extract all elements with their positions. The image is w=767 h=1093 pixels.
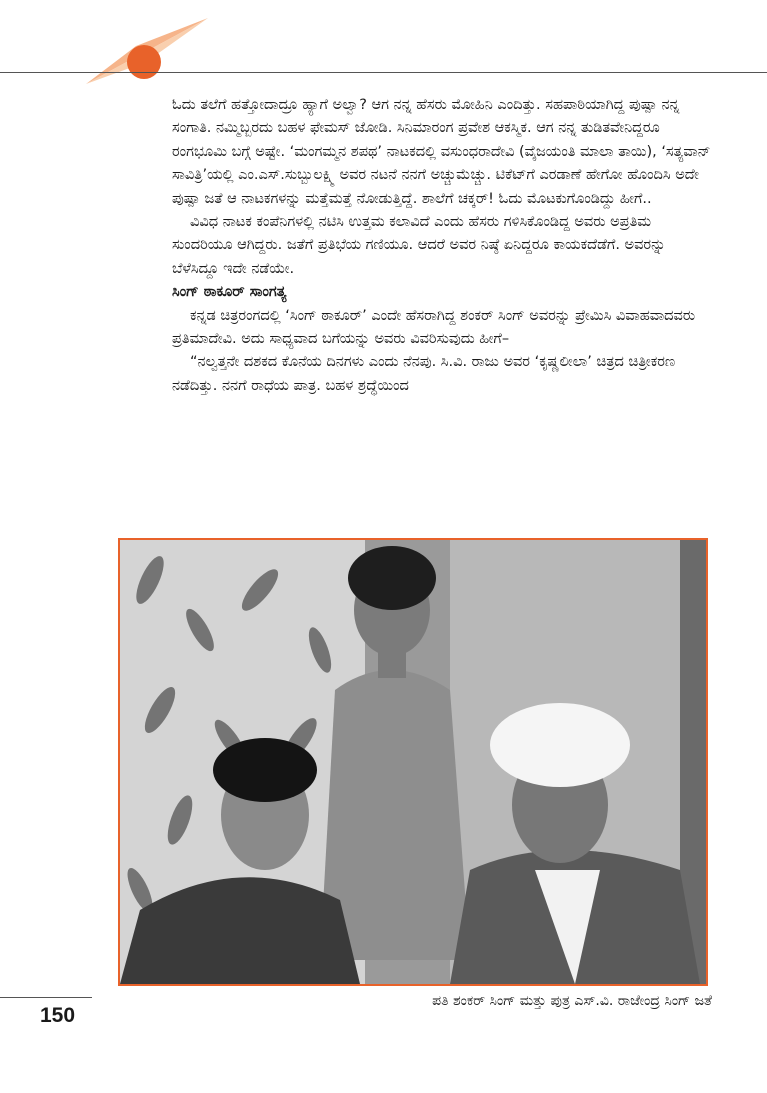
footer-rule xyxy=(0,997,92,998)
page-number: 150 xyxy=(40,1004,76,1027)
photograph xyxy=(118,538,708,986)
article-body xyxy=(172,94,714,398)
article-paragraph: ಕನ್ನಡ ಚಿತ್ರರಂಗದಲ್ಲಿ ‘ಸಿಂಗ್ ಠಾಕೂರ್’ ಎಂದೇ ಹೆಸರಾಗಿದ್ದ ಶಂಕರ್ ಸಿಂಗ್ ಅವರನ್ನು ಪ್ರೇಮಿಸಿ ವಿವಾಹವಾದವರು ಪ್ರತಿಮಾದೇವಿ. ಅದು ಸಾಧ್ಯವಾದ ಬಗೆಯನ್ನು ಅವರು ವಿವರಿಸುವುದು ಹೀಗೆ– xyxy=(172,307,696,348)
photograph-image xyxy=(120,540,706,984)
article-paragraph: ವಿವಿಧ ನಾಟಕ ಕಂಪೆನಿಗಳಲ್ಲಿ ನಟಿಸಿ ಉತ್ತಮ ಕಲಾವಿದೆ ಎಂದು ಹೆಸರು ಗಳಿಸಿಕೊಂಡಿದ್ದ ಅವರು ಅಪ್ರತಿಮ ಸುಂದರಿಯೂ ಆಗಿದ್ದರು. ಜತೆಗೆ ಪ್ರತಿಭೆಯ ಗಣಿಯೂ. ಆದರೆ ಅವರ ನಿಷ್ಠೆ ಏನಿದ್ದರೂ ಕಾಯಕದೆಡೆಗೆ. ಅವರನ್ನು ಬೆಳೆಸಿದ್ದೂ ಇದೇ ನಡೆಯೇ. xyxy=(172,214,666,277)
photo-caption: ಪತಿ ಶಂಕರ್ ಸಿಂಗ್ ಮತ್ತು ಪುತ್ರ ಎಸ್.ವಿ. ರಾಜೇಂದ್ರ ಸಿಂಗ್ ಜತೆ xyxy=(432,993,712,1009)
header-rule xyxy=(0,72,767,73)
header-logo-icon xyxy=(86,18,211,88)
article-paragraph: ಓದು ತಲೆಗೆ ಹತ್ತೋದಾದ್ರೂ ಹ್ಯಾಗೆ ಅಲ್ವಾ? ಆಗ ನನ್ನ ಹೆಸರು ಮೋಹಿನಿ ಎಂದಿತ್ತು. ಸಹಪಾಠಿಯಾಗಿದ್ದ ಪುಷ್ಪಾ ನನ್ನ ಸಂಗಾತಿ. ನಮ್ಮಿಬ್ಬರದು ಬಹಳ ಫೇಮಸ್ ಜೋಡಿ. ಸಿನಿಮಾರಂಗ ಪ್ರವೇಶ ಆಕಸ್ಮಿಕ. ಆಗ ನನ್ನ ತುಡಿತವೇನಿದ್ದರೂ ರಂಗಭೂಮಿ ಬಗ್ಗೆ ಅಷ್ಟೇ. ‘ಮಂಗಮ್ಮನ ಶಪಥ’ ನಾಟಕದಲ್ಲಿ ವಸುಂಧರಾದೇವಿ (ವೈಜಯಂತಿ ಮಾಲಾ ತಾಯಿ), ‘ಸತ್ಯವಾನ್ ಸಾವಿತ್ರಿ’ಯಲ್ಲಿ ಎಂ.ಎಸ್.ಸುಬ್ಬುಲಕ್ಷ್ಮಿ ಅವರ ನಟನೆ ನನಗೆ ಅಚ್ಚುಮೆಚ್ಚು. ಟಿಕೆಟ್‌ಗೆ ಎರಡಾಣೆ ಹೇಗೋ ಹೊಂದಿಸಿ ಅದೇ ಪುಷ್ಪಾ ಜತೆ ಆ ನಾಟಕಗಳನ್ನು ಮತ್ತೆಮತ್ತೆ ನೋಡುತ್ತಿದ್ದೆ. ಶಾಲೆಗೆ ಚಕ್ಕರ್! ಓದು ಮೊಟಕುಗೊಂಡಿದ್ದು ಹೀಗೆ.. xyxy=(172,97,711,207)
article-paragraph: “ನಲ್ವತ್ತನೇ ದಶಕದ ಕೊನೆಯ ದಿನಗಳು ಎಂದು ನೆನಪು. ಸಿ.ವಿ. ರಾಜು ಅವರ ‘ಕೃಷ್ಣಲೀಲಾ’ ಚಿತ್ರದ ಚಿತ್ರೀಕರಣ ನಡೆದಿತ್ತು. ನನಗೆ ರಾಧೆಯ ಪಾತ್ರ. ಬಹಳ ಶ್ರದ್ಧೆಯಿಂದ xyxy=(172,354,676,394)
section-subheading: ಸಿಂಗ್ ಠಾಕೂರ್ ಸಾಂಗತ್ಯ xyxy=(172,284,287,301)
